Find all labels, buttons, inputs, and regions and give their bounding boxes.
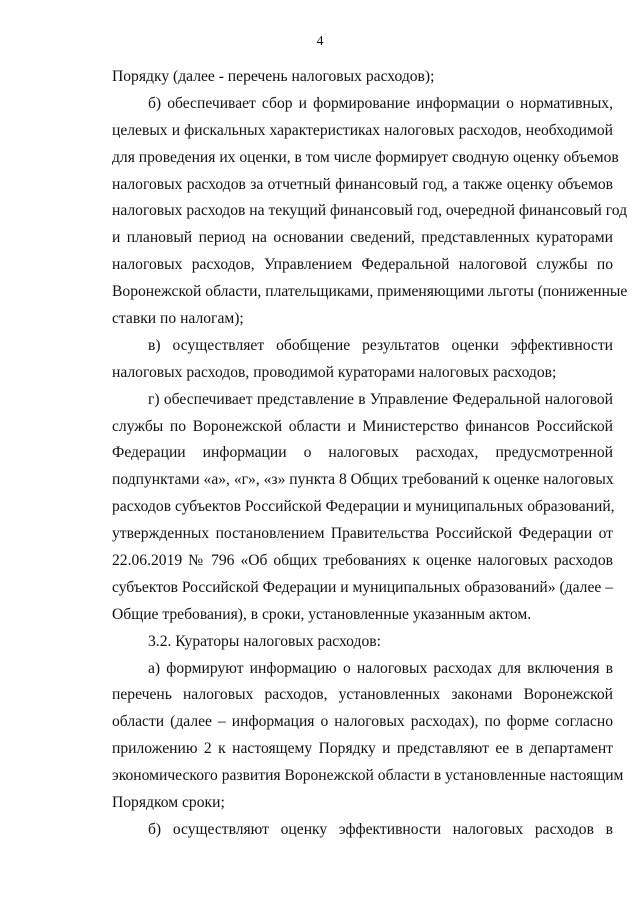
text-line: службы по Воронежской области и Министерство финансов Российской <box>112 417 613 435</box>
text-line: области (далее – информация о налоговых расходах), по форме согласно <box>112 713 613 731</box>
text-line: налоговых расходов, проводимой кураторами налоговых расходов; <box>112 363 557 381</box>
text-line: подпунктами «а», «г», «з» пункта 8 Общих требований к оценке налоговых <box>112 471 614 489</box>
text-line: приложению 2 к настоящему Порядку и представляют ее в департамент <box>112 740 613 758</box>
text-line: 3.2. Кураторы налоговых расходов: <box>148 632 381 650</box>
text-line: Общие требования), в сроки, установленные указанным актом. <box>112 605 532 623</box>
text-line: Воронежской области, плательщиками, применяющими льготы (пониженные <box>112 283 628 301</box>
text-line: экономического развития Воронежской области в установленные настоящим <box>112 767 624 785</box>
text-line: ставки по налогам); <box>112 310 244 328</box>
text-line: для проведения их оценки, в том числе формирует сводную оценку объемов <box>112 148 619 166</box>
text-line: Порядку (далее - перечень налоговых расходов); <box>112 68 435 85</box>
text-line: и плановый период на основании сведений, представленных кураторами <box>112 229 613 247</box>
text-line: налоговых расходов, Управлением Федеральной налоговой службы по <box>112 256 613 274</box>
text-line: б) осуществляют оценку эффективности налоговых расходов в <box>148 820 613 838</box>
text-line: субъектов Российской Федерации и муниципальных образований» (далее – <box>112 578 613 596</box>
text-line: 22.06.2019 № 796 «Об общих требованиях к оценке налоговых расходов <box>112 552 613 570</box>
text-line: расходов субъектов Российской Федерации и муниципальных образований, <box>112 498 615 516</box>
text-line: в) осуществляет обобщение результатов оценки эффективности <box>148 336 613 354</box>
text-line: а) формируют информацию о налоговых расходах для включения в <box>148 659 613 677</box>
page-number: 4 <box>316 34 324 49</box>
text-line: налоговых расходов на текущий финансовый год, очередной финансовый год <box>112 202 628 220</box>
document-body <box>112 64 628 844</box>
text-line: б) обеспечивает сбор и формирование информации о нормативных, <box>148 94 613 112</box>
text-line: г) обеспечивает представление в Управление Федеральной налоговой <box>148 390 613 408</box>
text-line: утвержденных постановлением Правительства Российской Федерации от <box>112 525 613 543</box>
text-line: целевых и фискальных характеристиках налоговых расходов, необходимой <box>112 121 613 139</box>
text-line: налоговых расходов за отчетный финансовый год, а также оценку объемов <box>112 175 613 193</box>
text-line: перечень налоговых расходов, установленных законами Воронежской <box>112 686 613 704</box>
text-line: Федерации информации о налоговых расходах, предусмотренной <box>112 444 613 462</box>
text-line: Порядком сроки; <box>112 794 225 812</box>
